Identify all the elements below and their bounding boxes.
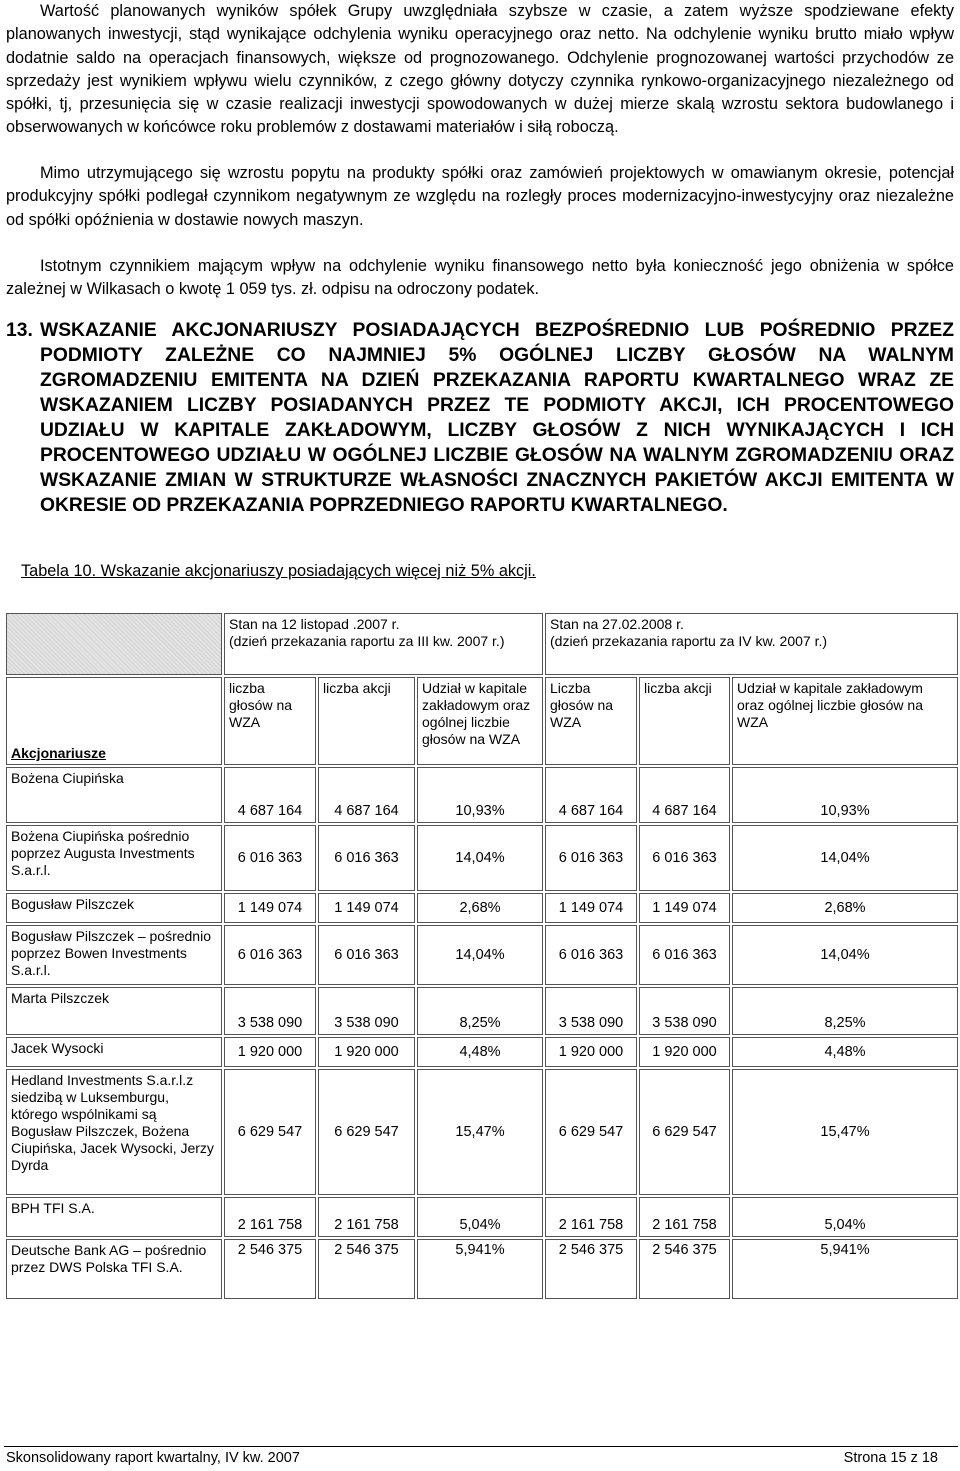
column-header: liczba akcji [318,677,415,765]
section-heading [6,318,954,518]
shares-cell: 1 920 000 [639,1037,730,1067]
share-percent-cell: 5,04% [732,1197,958,1237]
shares-cell: 6 016 363 [639,825,730,891]
footer-report-title: Skonsolidowany raport kwartalny, IV kw. 2007 [6,1450,300,1466]
period-1-date: Stan na 12 listopad .2007 r. [229,616,400,632]
shareholders-table [4,611,960,1301]
table-column-header-row [6,677,958,765]
shares-cell: 6 629 547 [639,1069,730,1195]
votes-cell: 1 920 000 [224,1037,316,1067]
shareholder-name: Bożena Ciupińska [6,767,222,823]
votes-cell: 1 149 074 [545,893,637,923]
column-header: Udział w kapitale zakładowym oraz ogólnej liczbie głosów na WZA [732,677,958,765]
shareholder-name: BPH TFI S.A. [6,1197,222,1237]
footer-divider [4,1446,958,1447]
share-percent-cell: 10,93% [417,767,543,823]
votes-cell: 2 546 375 [224,1239,316,1299]
table-row [6,1239,958,1299]
share-percent-cell: 2,68% [417,893,543,923]
paragraph-forecast-deviation-text: Wartość planowanych wyników spółek Grupy uwzględniała szybsze w czasie, a zatem wyższe spodziewane efekty planowanych inwestycji, stąd wynikające odchylenia wyniku operacyjnego oraz netto. Na odchylenie wyniku brutto miało wpływ dodatnie saldo na operacjach finansowych, większe od prognozowanego. Odchylenie prognozowanej wartości przychodów ze sprzedaży jest wynikiem wpływu wielu czynników, z czego główny dotyczy czynnika rynkowo-organizacyjnego niezależnego od spółki, tj, przesunięcia się w czasie realizacji inwestycji spowodowanych w dużej mierze skalą wzrostu sektora budowlanego i obserwowanych w końcówce roku problemów z dostawami materiałów i siłą roboczą. [6,2,954,137]
shares-cell: 2 161 758 [318,1197,415,1237]
period-2-date: Stan na 27.02.2008 r. [550,616,684,632]
column-header: Liczba głosów na WZA [545,677,637,765]
period-2-header [545,613,958,675]
shares-cell: 4 687 164 [639,767,730,823]
shares-cell: 2 161 758 [639,1197,730,1237]
shares-cell: 1 149 074 [318,893,415,923]
share-percent-cell: 8,25% [417,987,543,1035]
period-2-note: (dzień przekazania raportu za IV kw. 2007 r.) [550,633,828,649]
votes-cell: 6 629 547 [545,1069,637,1195]
votes-cell: 4 687 164 [545,767,637,823]
shares-cell: 1 920 000 [318,1037,415,1067]
section-title: WSKAZANIE AKCJONARIUSZY POSIADAJĄCYCH BEZPOŚREDNIO LUB POŚREDNIO PRZEZ PODMIOTY ZALEŻNE CO NAJMNIEJ 5% OGÓLNEJ LICZBY GŁOSÓW NA WALNYM ZGROMADZENIU EMITENTA NA DZIEŃ PRZEKAZANIA RAPORTU KWARTALNEGO WRAZ ZE WSKAZANIEM LICZBY POSIADANYCH PRZEZ TE PODMIOTY AKCJI, ICH PROCENTOWEGO UDZIAŁU W KAPITALE ZAKŁADOWYM, LICZBY GŁOSÓW Z NICH WYNIKAJĄCYCH I ICH PROCENTOWEGO UDZIAŁU W OGÓLNEJ LICZBIE GŁOSÓW NA WALNYM ZGROMADZENIU ORAZ WSKAZANIE ZMIAN W STRUKTURZE WŁASNOŚCI ZNACZNYCH PAKIETÓW AKCJI EMITENTA W OKRESIE OD PRZEKAZANIA POPRZEDNIEGO RAPORTU KWARTALNEGO. [40,320,954,516]
shareholder-name: Marta Pilszczek [6,987,222,1035]
footer-page-number: Strona 15 z 18 [843,1450,938,1466]
votes-cell: 1 920 000 [545,1037,637,1067]
votes-cell: 3 538 090 [545,987,637,1035]
shareholder-name: Bożena Ciupińska pośrednio poprzez Augusta Investments S.a.r.l. [6,825,222,891]
shares-cell: 3 538 090 [639,987,730,1035]
share-percent-cell: 14,04% [732,825,958,891]
table-row [6,1069,958,1195]
shares-cell: 2 546 375 [318,1239,415,1299]
paragraph-net-result [6,255,954,302]
share-percent-cell: 8,25% [732,987,958,1035]
share-percent-cell: 5,941% [417,1239,543,1299]
shares-cell: 6 016 363 [318,825,415,891]
paragraph-demand-growth [6,162,954,232]
share-percent-cell: 5,941% [732,1239,958,1299]
votes-cell: 1 149 074 [224,893,316,923]
votes-cell: 6 629 547 [224,1069,316,1195]
table-row [6,987,958,1035]
paragraph-demand-growth-text: Mimo utrzymującego się wzrostu popytu na produkty spółki oraz zamówień projektowych w omawianym okresie, potencjał produkcyjny spółki podlegał czynnikom negatywnym ze względu na rozległy proces modernizacyjno-inwestycyjny oraz niezależne od spółki opóźnienia w dostawie nowych maszyn. [6,164,954,229]
table-period-row [6,613,958,675]
period-1-header [224,613,543,675]
table-row [6,893,958,923]
share-percent-cell: 15,47% [417,1069,543,1195]
share-percent-cell: 4,48% [732,1037,958,1067]
shares-cell: 6 016 363 [639,925,730,985]
votes-cell: 2 161 758 [224,1197,316,1237]
shareholders-header: Akcjonariusze [11,745,106,761]
shares-cell: 4 687 164 [318,767,415,823]
votes-cell: 3 538 090 [224,987,316,1035]
shares-cell: 6 629 547 [318,1069,415,1195]
shares-cell: 1 149 074 [639,893,730,923]
shareholder-name: Hedland Investments S.a.r.l.z siedzibą w Luksemburgu, którego wspólnikami są Bogusław Pilszczek, Bożena Ciupińska, Jacek Wysocki, Jerzy Dyrda [6,1069,222,1195]
votes-cell: 6 016 363 [545,825,637,891]
paragraph-forecast-deviation [6,0,954,140]
votes-cell: 6 016 363 [224,925,316,985]
table-row [6,767,958,823]
share-percent-cell: 15,47% [732,1069,958,1195]
section-number: 13. [6,320,33,341]
shareholder-name: Deutsche Bank AG – pośrednio przez DWS Polska TFI S.A. [6,1239,222,1299]
column-header: Udział w kapitale zakładowym oraz ogólnej liczbie głosów na WZA [417,677,543,765]
shareholder-name: Bogusław Pilszczek – pośrednio poprzez Bowen Investments S.a.r.l. [6,925,222,985]
column-header: liczba akcji [639,677,730,765]
column-header: liczba głosów na WZA [224,677,316,765]
votes-cell: 6 016 363 [545,925,637,985]
shares-cell: 6 016 363 [318,925,415,985]
votes-cell: 4 687 164 [224,767,316,823]
table-corner-cell [6,613,222,675]
shareholders-header-cell [6,677,222,765]
table-row [6,925,958,985]
table-caption: Tabela 10. Wskazanie akcjonariuszy posiadających więcej niż 5% akcji. [21,562,536,580]
share-percent-cell: 14,04% [417,925,543,985]
share-percent-cell: 14,04% [732,925,958,985]
shareholder-name: Bogusław Pilszczek [6,893,222,923]
period-1-note: (dzień przekazania raportu za III kw. 2007 r.) [229,633,505,649]
share-percent-cell: 2,68% [732,893,958,923]
share-percent-cell: 4,48% [417,1037,543,1067]
shareholder-name: Jacek Wysocki [6,1037,222,1067]
share-percent-cell: 14,04% [417,825,543,891]
votes-cell: 2 161 758 [545,1197,637,1237]
share-percent-cell: 10,93% [732,767,958,823]
share-percent-cell: 5,04% [417,1197,543,1237]
shares-cell: 2 546 375 [639,1239,730,1299]
table-row [6,1197,958,1237]
votes-cell: 6 016 363 [224,825,316,891]
table-row [6,825,958,891]
votes-cell: 2 546 375 [545,1239,637,1299]
paragraph-net-result-text: Istotnym czynnikiem mającym wpływ na odchylenie wyniku finansowego netto była konieczność jego obniżenia w spółce zależnej w Wilkasach o kwotę 1 059 tys. zł. odpisu na odroczony podatek. [6,257,954,299]
table-row [6,1037,958,1067]
shares-cell: 3 538 090 [318,987,415,1035]
